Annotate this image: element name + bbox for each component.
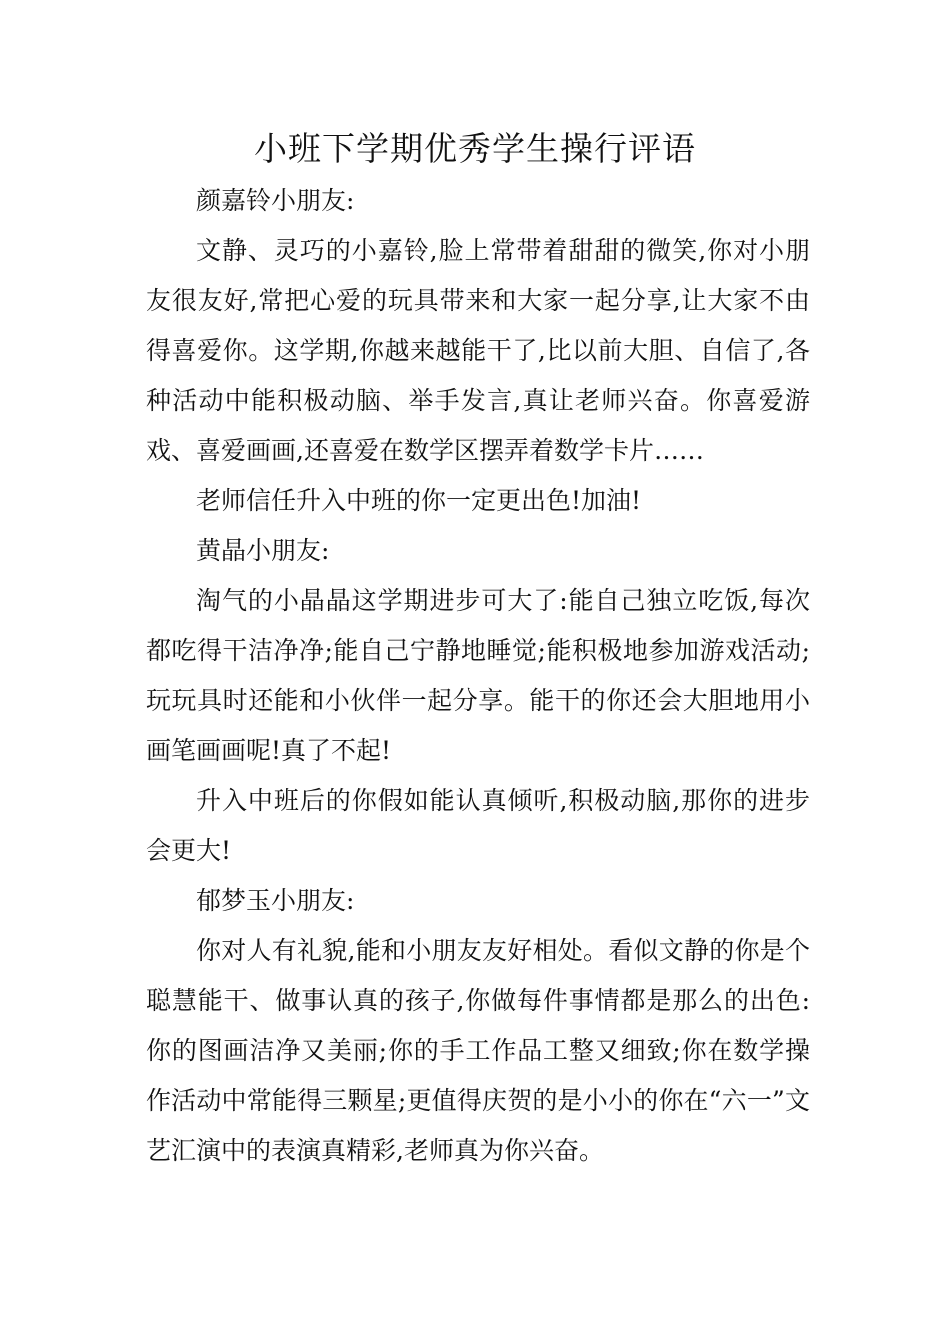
greeting-yu-mengyu: 郁梦玉小朋友: [196,886,355,915]
document-title: 小班下学期优秀学生操行评语 [254,129,696,168]
comment-huang-jing: 淘气的小晶晶这学期进步可大了:能自己独立吃饭,每次都吃得干洁净净;能自己宁静地睡觉;能积极地参加游戏活动;玩玩具时还能和小伙伴一起分享。能干的你还会大胆地用小画笔画画呢!真了不起! [146,586,810,765]
encouragement-yan-jialing: 老师信任升入中班的你一定更出色!加油! [196,486,642,515]
greeting-yan-jialing: 颜嘉铃小朋友: [196,186,355,215]
document-body [146,176,810,1176]
comment-yu-mengyu: 你对人有礼貌,能和小朋友友好相处。看似文静的你是个聪慧能干、做事认真的孩子,你做每件事情都是那么的出色:你的图画洁净又美丽;你的手工作品工整又细致;你在数学操作活动中常能得三颗星;更值得庆贺的是小小的你在“六一”文艺汇演中的表演真精彩,老师真为你兴奋。 [146,936,810,1165]
encouragement-huang-jing: 升入中班后的你假如能认真倾听,积极动脑,那你的进步会更大! [146,786,810,865]
comment-yan-jialing: 文静、灵巧的小嘉铃,脸上常带着甜甜的微笑,你对小朋友很友好,常把心爱的玩具带来和大家一起分享,让大家不由得喜爱你。这学期,你越来越能干了,比以前大胆、自信了,各种活动中能积极动脑、举手发言,真让老师兴奋。你喜爱游戏、喜爱画画,还喜爱在数学区摆弄着数学卡片…… [146,236,810,465]
greeting-huang-jing: 黄晶小朋友: [196,536,330,565]
